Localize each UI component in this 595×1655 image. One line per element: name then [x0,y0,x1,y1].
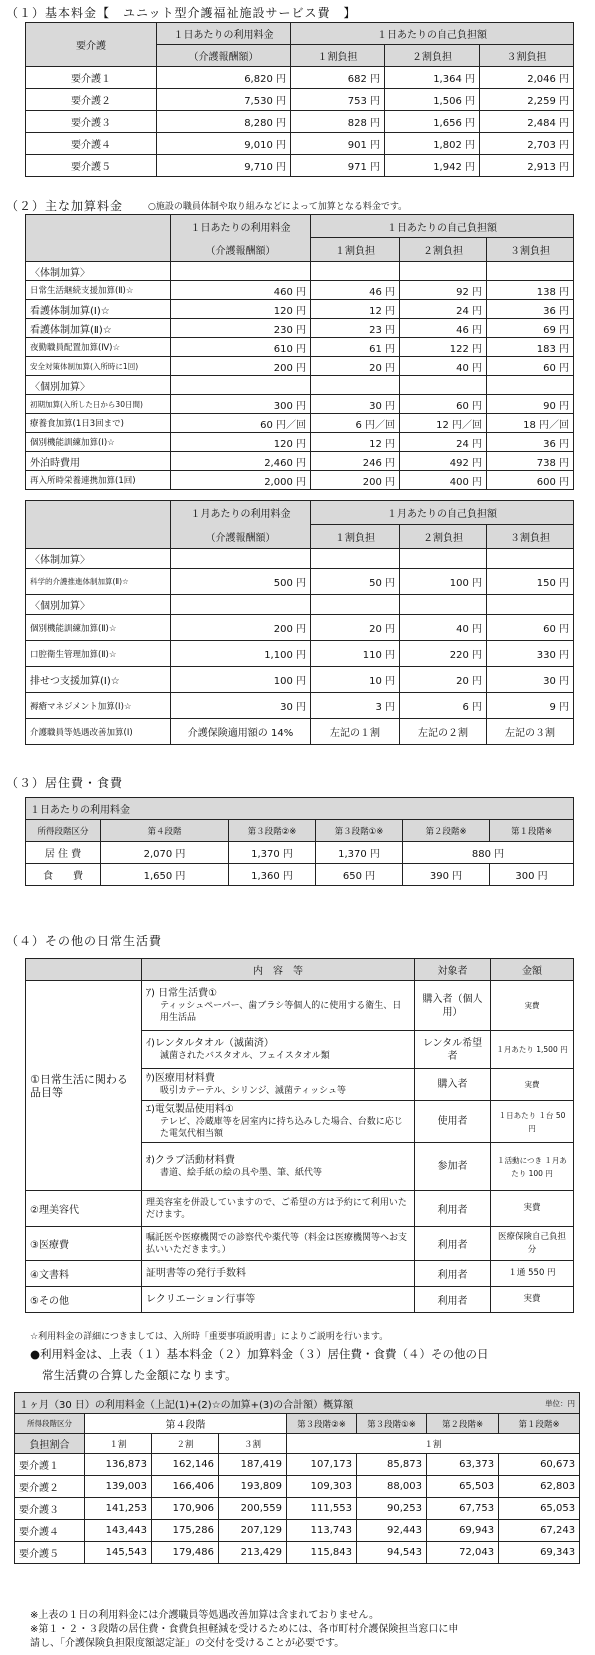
item-amount: 医療保険自己負担分 [491,1227,574,1261]
cell-value: 85,873 [357,1454,427,1476]
cell-value: 200 円 [171,357,311,376]
cell-value: 90 円 [487,395,574,414]
footnote-1: ※上表の１日の利用料金には介護職員等処遇改善加算は含まれておりません。 [30,1610,379,1621]
cell-value: 36 円 [487,300,574,319]
cell-value: 300 円 [171,395,311,414]
item-desc: 滅菌されたバスタオル、フェイスタオル類 [160,1051,330,1061]
item-desc: テレビ、冷蔵庫等を居室内に持ち込みした場合、台数に応じた電気代相当額 [160,1117,403,1139]
header-daily-fee: １日あたりの利用料金 [26,798,574,820]
section3-title: （３）居住費・食費 [6,776,124,790]
addition-daily-table [25,214,574,490]
section1-title: （１）基本料金【 ユニット型介護福祉施設サービス費 】 [6,6,357,20]
cell-value: 24 円 [400,433,487,452]
item-title: ｱ) 日常生活費① [146,988,218,999]
table-row [26,319,574,338]
note-total-line2: 常生活費の合算した金額になります。 [42,1368,237,1382]
cell-value: 139,003 [85,1476,152,1498]
item-title: ｴ)電気製品使用料① [146,1104,234,1115]
table-row [26,89,574,111]
row-label: 外泊時費用 [26,452,171,471]
cell-value: 330 円 [487,641,574,667]
section2-title: （２）主な加算料金 [6,199,124,213]
item-title: ｳ)医療用材料費 [146,1073,215,1084]
cell-value: 40 円 [400,357,487,376]
header-level3a: 第３段階①※ [357,1414,427,1434]
row-label: 要介護２ [15,1476,85,1498]
header-content: 内 容 等 [142,959,415,981]
item-title: ｵ)クラブ活動材料費 [146,1155,235,1166]
cell-value: 107,173 [287,1454,357,1476]
list-item [26,981,574,1031]
table-row [26,300,574,319]
item-amount: 実費 [491,1069,574,1101]
item-target: 参加者 [415,1143,491,1191]
category-kobetsu: 〈個別加算〉 [26,376,171,395]
cell-value: 3 円 [311,693,400,719]
cell-value: 36 円 [487,433,574,452]
table-row [26,111,574,133]
header-level3b: 第３段階②※ [287,1414,357,1434]
table-row [26,67,574,89]
header-self-pay: １月あたりの自己負担額 [311,501,574,525]
cell-value: 100 円 [171,667,311,693]
cell-value: 46 円 [400,319,487,338]
category-kobetsu: 〈個別加算〉 [26,595,171,615]
note-total-line1: ●利用料金は、上表（１）基本料金（２）加算料金（３）居住費・食費（４）その他の日 [30,1347,489,1361]
cell-value: 136,873 [85,1454,152,1476]
row-label: 看護体制加算(Ⅱ)☆ [26,319,171,338]
row-label: 個別機能訓練加算(Ⅰ)☆ [26,433,171,452]
item-amount: １日あたり １台 50 円 [491,1101,574,1143]
cell-value: 60,673 [499,1454,580,1476]
table-row [26,693,574,719]
basic-fee-table [25,22,574,177]
header-daily-fee-sub: （介護報酬額） [171,238,311,262]
cell-value: 600 円 [487,471,574,490]
cell-value: 9,710 円 [157,155,291,177]
item-desc: 吸引カテーテル、シリンジ、滅菌ティッシュ等 [160,1086,346,1096]
cell-value: 200,559 [219,1498,287,1520]
category-taisei: 〈体制加算〉 [26,262,171,281]
header-daily-fee: １日あたりの利用料金 [171,215,311,238]
cell-value: 193,809 [219,1476,287,1498]
item-content [142,1143,415,1191]
cell-value: 92,443 [357,1520,427,1542]
table-row [26,281,574,300]
header-w1b: １割 [287,1434,580,1454]
cell-value: 200 円 [311,471,400,490]
list-item [26,1191,574,1227]
table-row [26,357,574,376]
header-income-col: 第３段階②※ [229,820,316,842]
cell-value: 1,942 円 [385,155,480,177]
cell-value: 2,484 円 [480,111,574,133]
cell-value: 187,419 [219,1454,287,1476]
header-w1: １割 [85,1434,152,1454]
table-row [15,1520,580,1542]
header-daily-fee-sub: （介護報酬額） [157,45,291,67]
cell-value: 828 円 [291,111,385,133]
item-target: 利用者 [415,1261,491,1287]
footnote-3: 請し、「介護保険負担限度額認定証」の交付を受けることが必要です。 [30,1638,345,1649]
table-row [26,615,574,641]
table-row [26,569,574,595]
row-label: 療養食加算(1日3回まで) [26,414,171,433]
header-monthly-fee-sub: （介護報酬額） [171,525,311,549]
header-rate2: ２割負担 [385,45,480,67]
cell-value: 207,129 [219,1520,287,1542]
group-daily-items: ①日常生活に関わる品目等 [26,981,142,1191]
cell-value: 400 円 [400,471,487,490]
cell-value: 左記の３割 [487,719,574,745]
cell-value: 介護保険適用額の 14% [171,719,311,745]
row-label: 口腔衛生管理加算(Ⅱ)☆ [26,641,171,667]
cell-value: 179,486 [152,1542,219,1564]
cell-value: 左記の２割 [400,719,487,745]
cell-value: 6 円／回 [311,414,400,433]
cell-value: 8,280 円 [157,111,291,133]
item-label: ⑤その他 [26,1287,142,1313]
row-label: 科学的介護推進体制加算(Ⅱ)☆ [26,569,171,595]
header-level4: 第４段階 [85,1414,287,1434]
item-content [142,1031,415,1069]
row-label: 要介護３ [15,1498,85,1520]
cell-value: 7,530 円 [157,89,291,111]
cell-value: 880 円 [403,842,574,864]
cell-value: 109,303 [287,1476,357,1498]
item-desc: レクリエーション行事等 [142,1287,415,1313]
header-income-col: 第１段階※ [490,820,574,842]
living-food-table [25,797,574,886]
monthly-estimate-table [14,1392,580,1564]
cell-value: 2,070 円 [101,842,229,864]
cell-value: 92 円 [400,281,487,300]
cell-value: 113,743 [287,1520,357,1542]
cell-value: 1,100 円 [171,641,311,667]
cell-value: 50 円 [311,569,400,595]
cell-value: 69,343 [499,1542,580,1564]
cell-value: 30 円 [171,693,311,719]
cell-value: 390 円 [403,864,490,886]
cell-value: 65,053 [499,1498,580,1520]
cell-value: 1,364 円 [385,67,480,89]
cell-value: 650 円 [316,864,403,886]
item-content [142,981,415,1031]
estimate-title: １ヶ月（30 日）の利用料金（上記(1)+(2)☆の加算+(3)の合計額）概算額 [15,1393,499,1414]
cell-value: 120 円 [171,433,311,452]
table-row [15,1542,580,1564]
table-row [26,471,574,490]
cell-value: 213,429 [219,1542,287,1564]
cell-value: 69,943 [427,1520,499,1542]
note-details: ☆利用料金の詳細につきましては、入所時「重要事項説明書」によりご説明を行います。 [30,1332,389,1342]
addition-monthly-table [25,500,574,745]
cell-value: 901 円 [291,133,385,155]
header-income-level: 所得段階区分 [26,820,101,842]
item-target: 利用者 [415,1191,491,1227]
cell-value: 10 円 [311,667,400,693]
header-w3: ３割 [219,1434,287,1454]
item-content [142,1101,415,1143]
header-income-col: 第３段階①※ [316,820,403,842]
header-ratio: 負担割合 [15,1434,85,1454]
header-rate3: ３割負担 [487,238,574,262]
item-target: 購入者 [415,1069,491,1101]
item-desc: ティッシュペーパー、歯ブラシ等個人的に使用する衛生、日用生活品 [160,1001,402,1023]
row-label: 安全対策体制加算(入所時に1回) [26,357,171,376]
cell-value: 200 円 [171,615,311,641]
row-label: 褥瘡マネジメント加算(Ⅰ)☆ [26,693,171,719]
row-label: 要介護３ [26,111,157,133]
cell-value: 61 円 [311,338,400,357]
cell-value: 682 円 [291,67,385,89]
cell-value: 1,650 円 [101,864,229,886]
row-label: 要介護４ [26,133,157,155]
cell-value: 2,913 円 [480,155,574,177]
cell-value: 115,843 [287,1542,357,1564]
cell-value: 46 円 [311,281,400,300]
cell-value: 30 円 [311,395,400,414]
cell-value: 100 円 [400,569,487,595]
cell-value: 460 円 [171,281,311,300]
item-amount: １活動につき １月あたり 100 円 [491,1143,574,1191]
cell-value: 150 円 [487,569,574,595]
cell-value: 138 円 [487,281,574,300]
cell-value: 72,043 [427,1542,499,1564]
cell-value: 183 円 [487,338,574,357]
item-desc: 証明書等の発行手数料 [142,1261,415,1287]
cell-value: 左記の１割 [311,719,400,745]
footnote-2: ※第１・２・３段階の居住費・食費負担軽減を受けるためには、各市町村介護保険担当窓口に申 [30,1624,459,1635]
cell-value: 23 円 [311,319,400,338]
list-item [26,1287,574,1313]
item-target: 購入者（個人用） [415,981,491,1031]
cell-value: 6,820 円 [157,67,291,89]
cell-value: 166,406 [152,1476,219,1498]
table-row [15,1454,580,1476]
cell-value: 141,253 [85,1498,152,1520]
header-kaigo: 要介護 [26,23,157,67]
cell-value: 110 円 [311,641,400,667]
cell-value: 20 円 [400,667,487,693]
row-label: 夜勤職員配置加算(Ⅳ)☆ [26,338,171,357]
item-amount: 実費 [491,1287,574,1313]
item-amount: １通 550 円 [491,1261,574,1287]
estimate-unit: 単位：円 [499,1393,580,1414]
row-label: 個別機能訓練加算(Ⅱ)☆ [26,615,171,641]
table-row [15,1476,580,1498]
cell-value: 246 円 [311,452,400,471]
cell-value: 120 円 [171,300,311,319]
cell-value: 12 円 [311,300,400,319]
item-amount: １月あたり 1,500 円 [491,1031,574,1069]
cell-value: 170,906 [152,1498,219,1520]
row-food-label: 食 費 [26,864,101,886]
header-w2: ２割 [152,1434,219,1454]
item-label: ④文書料 [26,1261,142,1287]
cell-value: 175,286 [152,1520,219,1542]
cell-value: 2,460 円 [171,452,311,471]
cell-value: 63,373 [427,1454,499,1476]
header-level2: 第２段階※ [427,1414,499,1434]
cell-value: 9,010 円 [157,133,291,155]
list-item [26,1227,574,1261]
cell-value: 1,370 円 [316,842,403,864]
row-label: 要介護１ [26,67,157,89]
table-row [26,452,574,471]
cell-value: 492 円 [400,452,487,471]
row-label: 要介護２ [26,89,157,111]
cell-value: 143,443 [85,1520,152,1542]
item-desc: 理美容室を併設していますので、ご希望の方は予約にて利用いただけます。 [142,1191,415,1227]
row-label: 要介護４ [15,1520,85,1542]
cell-value: 69 円 [487,319,574,338]
cell-value: 1,656 円 [385,111,480,133]
cell-value: 9 円 [487,693,574,719]
list-item [26,1261,574,1287]
cell-value: 2,000 円 [171,471,311,490]
cell-value: 162,146 [152,1454,219,1476]
cell-value: 220 円 [400,641,487,667]
section4-title: （４）その他の日常生活費 [6,934,163,948]
cell-value: 1,506 円 [385,89,480,111]
row-label: 要介護５ [26,155,157,177]
header-income-level: 所得段階区分 [15,1414,85,1434]
table-row [26,667,574,693]
cell-value: 90,253 [357,1498,427,1520]
row-label: 初期加算(入所した日から30日間) [26,395,171,414]
header-rate1: １割負担 [311,238,400,262]
table-row [26,414,574,433]
cell-value: 60 円 [487,357,574,376]
cell-value: 12 円 [311,433,400,452]
item-label: ②理美容代 [26,1191,142,1227]
table-row [26,641,574,667]
header-monthly-fee: １月あたりの利用料金 [171,501,311,525]
header-rate2: ２割負担 [400,525,487,549]
header-blank [26,215,171,262]
cell-value: 971 円 [291,155,385,177]
item-label: ③医療費 [26,1227,142,1261]
cell-value: 12 円／回 [400,414,487,433]
cell-value: 2,046 円 [480,67,574,89]
cell-value: 88,003 [357,1476,427,1498]
cell-value: 500 円 [171,569,311,595]
header-rate3: ３割負担 [487,525,574,549]
row-label: 要介護５ [15,1542,85,1564]
item-target: 利用者 [415,1287,491,1313]
header-daily-fee: １日あたりの利用料金 [157,23,291,45]
section2-subtitle: ○施設の職員体制や取り組みなどによって加算となる料金です。 [148,202,408,212]
item-desc: 書道、絵手紙の絵の具や墨、筆、紙代等 [160,1168,323,1178]
header-rate1: １割負担 [291,45,385,67]
cell-value: 30 円 [487,667,574,693]
cell-value: 753 円 [291,89,385,111]
cell-value: 1,360 円 [229,864,316,886]
table-row [26,338,574,357]
cell-value: 94,543 [357,1542,427,1564]
item-desc: 嘱託医や医療機関での診察代や薬代等（料金は医療機関等へお支払いいただきます。） [142,1227,415,1261]
header-income-col: 第２段階※ [403,820,490,842]
cell-value: 20 円 [311,357,400,376]
row-label: 排せつ支援加算(Ⅰ)☆ [26,667,171,693]
header-rate2: ２割負担 [400,238,487,262]
row-label: 看護体制加算(Ⅰ)☆ [26,300,171,319]
other-costs-table [25,958,574,1313]
cell-value: 60 円 [400,395,487,414]
header-blank [26,501,171,549]
header-rate1: １割負担 [311,525,400,549]
cell-value: 18 円／回 [487,414,574,433]
row-label: 介護職員等処遇改善加算(Ⅰ) [26,719,171,745]
cell-value: 65,503 [427,1476,499,1498]
row-label: 要介護１ [15,1454,85,1476]
cell-value: 2,259 円 [480,89,574,111]
cell-value: 610 円 [171,338,311,357]
cell-value: 738 円 [487,452,574,471]
header-self-pay: １日あたりの自己負担額 [311,215,574,238]
cell-value: 60 円／回 [171,414,311,433]
item-amount: 実費 [491,981,574,1031]
cell-value: 20 円 [311,615,400,641]
cell-value: 1,370 円 [229,842,316,864]
cell-value: 60 円 [487,615,574,641]
cell-value: 122 円 [400,338,487,357]
cell-value: 111,553 [287,1498,357,1520]
item-content [142,1069,415,1101]
cell-value: 145,543 [85,1542,152,1564]
header-self-pay: １日あたりの自己負担額 [291,23,574,45]
cell-value: 24 円 [400,300,487,319]
item-target: 使用者 [415,1101,491,1143]
header-target: 対象者 [415,959,491,981]
row-living-label: 居 住 費 [26,842,101,864]
header-rate3: ３割負担 [480,45,574,67]
cell-value: 62,803 [499,1476,580,1498]
item-target: レンタル希望者 [415,1031,491,1069]
row-label: 日常生活継続支援加算(Ⅱ)☆ [26,281,171,300]
row-label: 再入所時栄養連携加算(1回) [26,471,171,490]
header-income-col: 第４段階 [101,820,229,842]
cell-value: 1,802 円 [385,133,480,155]
table-row [26,155,574,177]
table-row [26,719,574,745]
table-row [26,133,574,155]
item-amount: 実費 [491,1191,574,1227]
cell-value: 2,703 円 [480,133,574,155]
cell-value: 300 円 [490,864,574,886]
cell-value: 6 円 [400,693,487,719]
cell-value: 230 円 [171,319,311,338]
table-row [15,1498,580,1520]
item-target: 利用者 [415,1227,491,1261]
item-title: ｲ)レンタルタオル（滅菌済） [146,1038,274,1049]
table-row [26,433,574,452]
cell-value: 67,243 [499,1520,580,1542]
header-level1: 第１段階※ [499,1414,580,1434]
table-row [26,395,574,414]
category-taisei: 〈体制加算〉 [26,549,171,569]
cell-value: 40 円 [400,615,487,641]
header-amount: 金額 [491,959,574,981]
cell-value: 67,753 [427,1498,499,1520]
